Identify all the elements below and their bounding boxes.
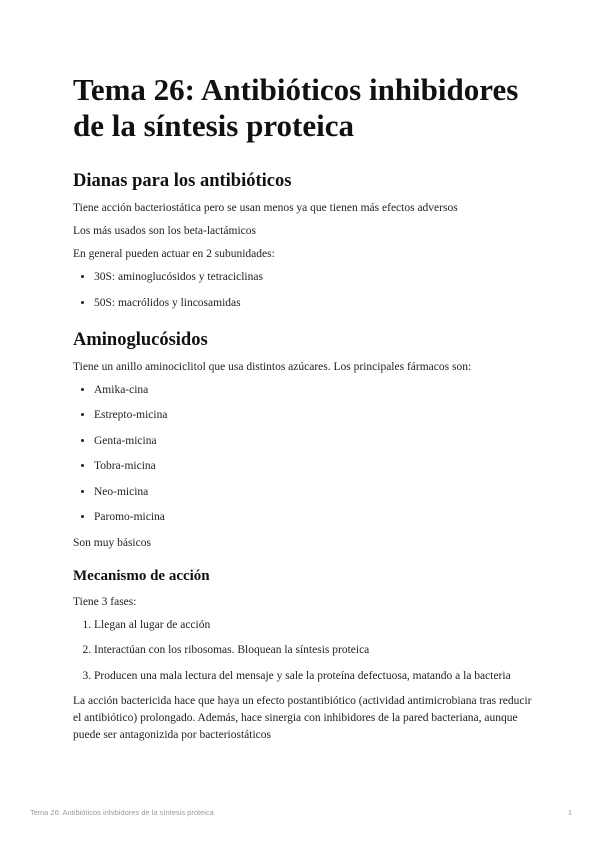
list-item: • Estrepto-micina bbox=[94, 407, 533, 424]
section-heading-dianas: Dianas para los antibióticos bbox=[73, 171, 292, 191]
list-item: • Neo-micina bbox=[94, 484, 533, 501]
numbered-list bbox=[73, 617, 533, 685]
list-item: • Amika-cina bbox=[94, 382, 533, 399]
paragraph: Son muy básicos bbox=[73, 536, 151, 549]
paragraph: Los más usados son los beta-lactámicos bbox=[73, 225, 257, 237]
list-item: 1. Llegan al lugar de acción bbox=[94, 617, 533, 634]
paragraph: Tiene 3 fases: bbox=[73, 595, 137, 608]
paragraph: Tiene acción bacteriostática pero se usan menos ya que tienen más efectos adversos bbox=[73, 202, 458, 214]
page-title: Tema 26: Antibióticos inhibidores de la síntesis proteica bbox=[73, 72, 519, 143]
list-item: • 30S: aminoglucósidos y tetraciclinas bbox=[94, 269, 533, 286]
section-heading-aminoglucosidos: Aminoglucósidos bbox=[73, 329, 208, 350]
document-content bbox=[73, 72, 533, 750]
page-footer bbox=[30, 808, 572, 817]
list-item: • Paromo-micina bbox=[94, 509, 533, 526]
bullet-list bbox=[73, 269, 533, 312]
list-item: • Genta-micina bbox=[94, 433, 533, 450]
list-item: 2. Interactúan con los ribosomas. Bloquean la síntesis proteica bbox=[94, 642, 533, 659]
page-number: 1 bbox=[567, 808, 572, 817]
paragraph: La acción bactericida hace que haya un efecto postantibiótico (actividad antimicrobiana tras reducir el antibiótico) prolongado. Además, hace sinergia con inhibidores de la pared bacteriana, aunque puede ser antagonizida por bacteriostáticos bbox=[73, 695, 532, 741]
paragraph: En general pueden actuar en 2 subunidades: bbox=[73, 248, 275, 260]
list-item: • 50S: macrólidos y lincosamidas bbox=[94, 295, 533, 312]
list-item: 3. Producen una mala lectura del mensaje y sale la proteína defectuosa, matando a la bacteria bbox=[94, 668, 533, 685]
footer-title: Tema 26: Antibióticos inhibidores de la síntesis proteica bbox=[30, 808, 214, 817]
bullet-list bbox=[73, 382, 533, 527]
list-item: • Tobra-micina bbox=[94, 458, 533, 475]
subsection-heading-mecanismo: Mecanismo de acción bbox=[73, 567, 210, 584]
paragraph: Tiene un anillo aminociclitol que usa distintos azúcares. Los principales fármacos son: bbox=[73, 360, 472, 373]
